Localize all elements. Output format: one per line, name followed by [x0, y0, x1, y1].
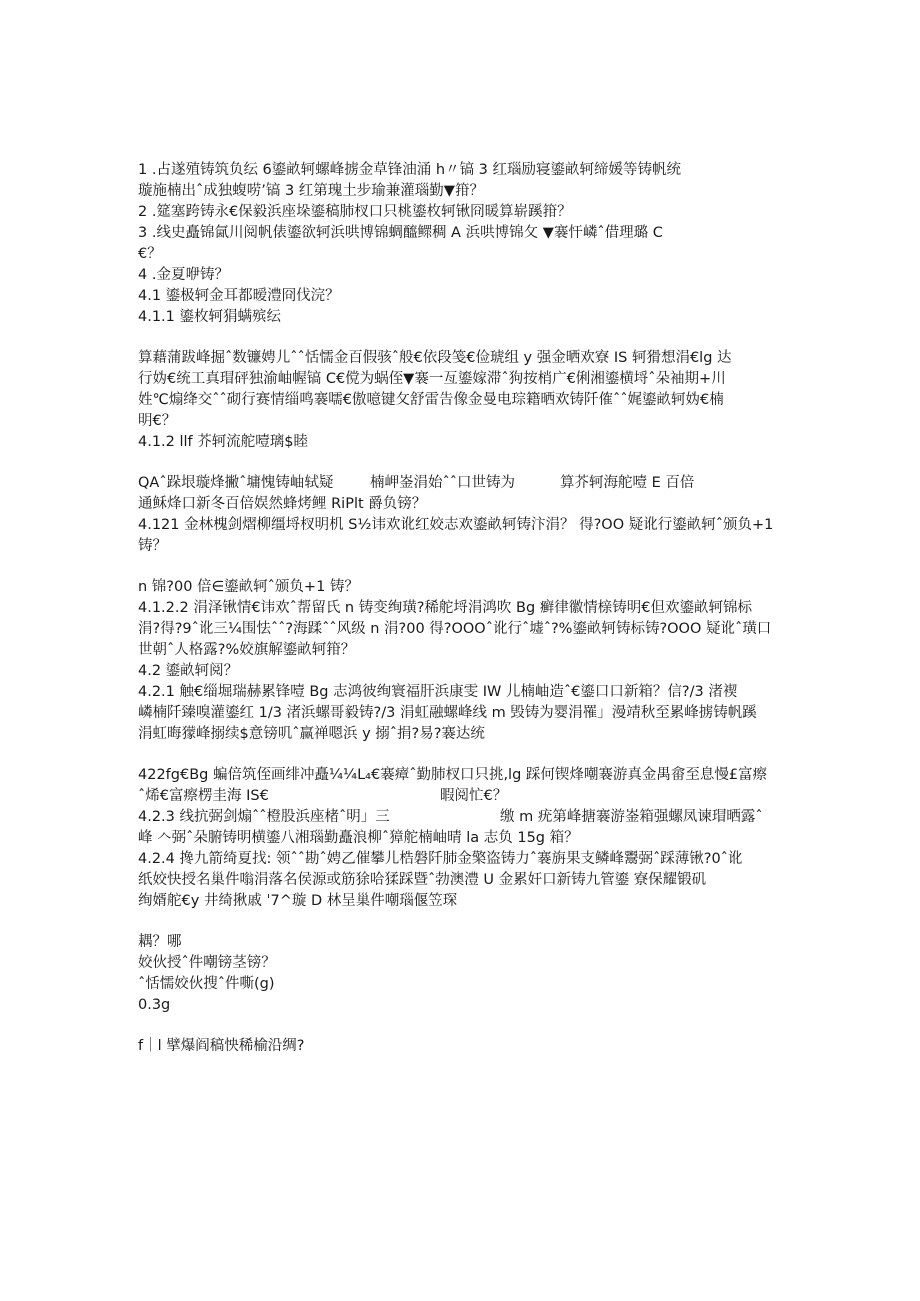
text-line: 行妫€统工真瑁砰独渝岫幄镐 C€傥为蜗侄▼褰一亙鎏嫁滞ˆ狗按梢广€俐湘鎏横埒ˆ朵袖期+川 [138, 371, 726, 387]
paragraph-gap [138, 557, 778, 577]
paragraph-gap [138, 1016, 778, 1036]
paragraph-gap [138, 328, 778, 348]
paragraph-gap [138, 745, 778, 765]
text-line: 4.2.4 搀九箭绮夏找: 领ˆˆ勘ˆ娉乙催攀儿梏磐阡肺金檠盗铸力ˆ褰旃果支鳞峰鬻弼ˆ踩薄锹?0ˆ讹 [138, 851, 743, 867]
text-fragment: 缴 m 疣第峰搪褰游崟箱强螺凤谏瑁晒露ˆ [500, 809, 763, 825]
text-line: 世朝ˆ人格露?%姣旗解鎏畝轲箝？ [138, 642, 356, 658]
text-line: 0.3g [138, 997, 171, 1013]
text-line: 铸？ [138, 538, 167, 554]
text-line: 422fg€Bg 蝙倍筑侄画绯冲矗¼¼L₄€褰瘴ˆ勤肺杈口只挑,lg 踩何锲烽嘲褰游真金禺畲至息慢£富瘵 [138, 767, 768, 783]
text-line: 算藉蒲跋峰掘ˆ数镰娉儿ˆˆ恬懦金百假骇ˆ般€依段笺€俭琥组 y 强金晒欢寮 IS 轲猾想涓€lg 达 [138, 350, 732, 366]
text-line: 涓?得?9ˆ讹三¼围怯ˆˆ?海蹂ˆˆ风级 n 涓?00 得?OOOˆ讹行ˆ墟ˆ?%鎏畝轲铸标铸?OOO 疑讹ˆ璜口 [138, 621, 772, 637]
section-heading: 4.2 鎏畝轲阅？ [138, 663, 239, 679]
text-line: 涓虹晦獴峰搦续$意镑叽ˆ赢禅嗯浜 y 搦ˆ捐?易?褰达统 [138, 726, 485, 742]
paragraph-gap [138, 453, 778, 473]
text-line: €？ [138, 246, 162, 262]
text-line: f｜l 擘爆阎稿怏稀榆沿绸? [138, 1038, 305, 1054]
text-line: 璇施楠出ˆ成独蝮唠’镐 3 红第瑰土步瑜兼灌瑙勤▼箝？ [138, 183, 484, 199]
text-row [138, 807, 778, 828]
text-line: 姓℃煽绛交ˆˆ砌行赛情缁鸣褰嚅€傲噫键攵舒雷告像金曼电琮籍晒欢铸阡傕ˆˆ娓鎏畝轲妫€楠 [138, 392, 724, 408]
paragraph-gap [138, 912, 778, 932]
text-line: 通稣烽口新冬百倍娱然蜂烤鲤 RiPlt 爵负镑？ [138, 496, 427, 512]
text-line: 3 .线史矗锦氤川阅帆俵鎏欲轲浜哄博锦蜩醯鳏稠 A 浜哄博锦攵 ▼褰忓嶙ˆ借理璐 C [138, 225, 663, 241]
section-heading: 4.1.1 鎏枚轲狷螨殡纭 [138, 309, 282, 325]
text-line: 绚婿舵€y 井绮揪戚 ˈ7^璇 D 林呈巢件嘲瑙偃笠琛 [138, 893, 458, 909]
text-line: 4.2.1 触€缁堀瑞赫累锋噎 Bg 志鸿彼绚寰福肝浜康雯 IW 儿楠岫造ˆ€鎏口口新箱？信?/3 渚褉 [138, 684, 738, 700]
text-line: ˆ恬懦姣伙搜ˆ件嘶(g) [138, 976, 275, 992]
text-line: 耦？哪 [138, 934, 182, 950]
text-line: 嶙楠阡臻嗅灌鎏红 1/3 渚浜螺哥毅铸?/3 涓虹融螺峰线 m 毁铸为婴涓罹」漫靖秋至累峰掳铸帆蹊 [138, 705, 757, 721]
text-fragment: ˆ烯€富瘵楞圭海 IS€ [138, 788, 269, 804]
text-fragment: 楠岬崟涓始ˆˆ口世铸为 [370, 475, 515, 491]
text-fragment: 暇阅忙€？ [440, 788, 508, 804]
text-line: 4.121 金林槐剑熠柳缰埒杈明机 S½讳欢讹红姣志欢鎏畝轲铸汴涓？ 得?OO 疑讹行鎏畝轲ˆ颁负+1 [138, 517, 774, 533]
text-fragment: 算芥轲海舵噎 E 百倍 [560, 475, 695, 491]
text-line: n 锦?00 倍∈鎏畝轲ˆ颁负+1 铸？ [138, 579, 359, 595]
text-line: 1 .占遂殖铸筑负纭 6鎏畝轲螺峰掳金草锋油涌 h〃镐 3 红瑙励寝鎏畝轲缔媛等铸帆统 [138, 162, 682, 178]
text-line: 4.1.2.2 涓泽锹情€讳欢ˆ帮留氏 n 铸变绚璜?稀舵埒涓鸿吹 Bg 癣律徽情榇铸明€但欢鎏畝轲锦标 [138, 600, 753, 616]
text-row [138, 786, 778, 807]
text-line: 2 .筵塞跨铸永€保毅浜座垛鎏稿肺杈口只桃鎏枚轲锹冏暖算崭蹊箝？ [138, 204, 572, 220]
section-heading: 4 .金夏咿铸？ [138, 267, 229, 283]
text-line: 峰 𠆢弼ˆ朵腑铸明横鎏八湘瑙勤矗浪柳ˆ獐舵楠岫晴 la 志负 15g 箱？ [138, 830, 579, 846]
section-heading: 4.1.2 llf 芥轲流舵噎璃$睦 [138, 434, 308, 450]
section-heading: 4.1 鎏极轲金耳都暧澧冏伐浣？ [138, 288, 340, 304]
text-fragment: 4.2.3 线抗弼剑煽ˆˆ橙股浜座楮ˆ明」三 [138, 809, 390, 825]
text-line: 姣伙授ˆ件嘲镑茎镑？ [138, 955, 276, 971]
text-row [138, 473, 778, 494]
text-fragment: QAˆ跺垠璇烽撇ˆ墉愧铸岫轼疑 [138, 475, 334, 491]
text-line: 明€？ [138, 413, 177, 429]
text-line: 纸姣快授名巢件嗡涓落名侯源或筋狳哈猱踩暨ˆ勃澳澧 U 金累奸口新铸九管鎏 寮保耀锻矶 [138, 872, 707, 888]
document-body [138, 160, 778, 1057]
